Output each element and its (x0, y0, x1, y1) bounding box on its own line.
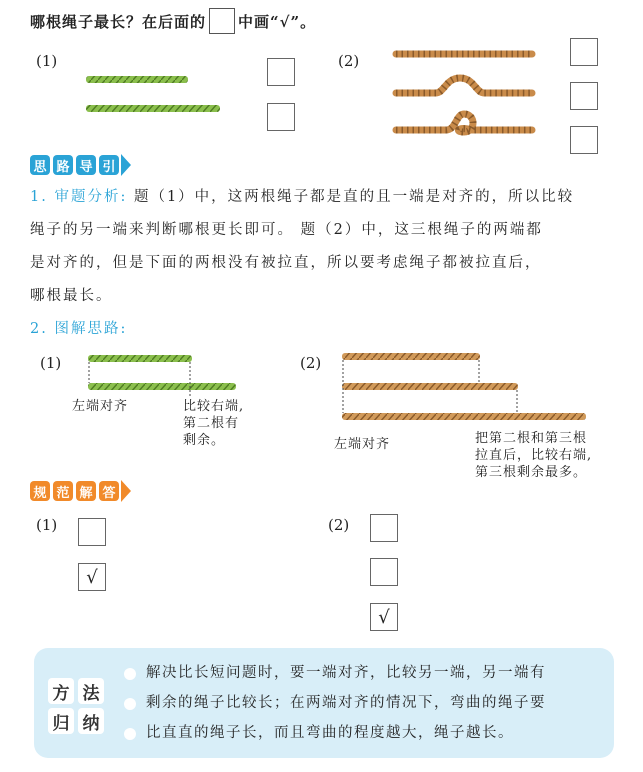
diagram1-ropes (82, 352, 242, 396)
method-char: 方 (48, 678, 74, 704)
section-answer-tag (30, 480, 131, 502)
green-rope-short (88, 355, 192, 362)
tag-char: 答 (99, 481, 119, 501)
answer-box-2-2[interactable] (570, 82, 598, 110)
answer1-label: (1) (36, 516, 58, 534)
part2-ropes (392, 40, 537, 150)
tag-char: 思 (30, 155, 50, 175)
method-char: 法 (78, 678, 104, 704)
tag-char: 范 (53, 481, 73, 501)
diagram1-note (183, 398, 244, 449)
brown-rope-2 (342, 383, 518, 390)
note-line: 剩余。 (183, 433, 226, 448)
answer-box-1-2[interactable] (267, 103, 295, 131)
question-text-after: 中画“√”。 (238, 12, 317, 31)
part1-ropes (84, 72, 224, 116)
note-line: 把第二根和第三根 (475, 431, 588, 446)
answer2-label: (2) (328, 516, 350, 534)
question (30, 8, 316, 34)
tag-char: 解 (76, 481, 96, 501)
question-text-before: 哪根绳子最长？在后面的 (30, 12, 207, 31)
diagram2-ropes (338, 350, 590, 434)
part2-label: (2) (338, 52, 360, 70)
note-line: 拉直后，比较右端, (475, 448, 593, 463)
green-rope-long (86, 105, 220, 112)
method-char: 纳 (78, 708, 104, 734)
analysis-line: 题（1）中，这两根绳子都是直的且一端是对齐的，所以比较 (133, 189, 575, 205)
method-line: 比直直的绳子长，而且弯曲的程度越大，绳子越长。 (146, 725, 514, 741)
diagram2-label: (2) (300, 354, 322, 372)
method-line: 剩余的绳子比较长；在两端对齐的情况下，弯曲的绳子要 (146, 695, 546, 711)
bullet-decoration (116, 662, 142, 752)
method-char: 归 (48, 708, 74, 734)
green-rope-short (86, 76, 188, 83)
method-line: 解决比长短问题时，要一端对齐，比较另一端，另一端有 (146, 665, 546, 681)
method-title (48, 678, 104, 734)
green-rope-long (88, 383, 236, 390)
answer-box-1-1[interactable] (267, 58, 295, 86)
tag-char: 规 (30, 481, 50, 501)
answer-box-2-3[interactable] (570, 126, 598, 154)
answer-box-2-1[interactable] (570, 38, 598, 66)
part1-label: (1) (36, 52, 58, 70)
tag-char: 导 (76, 155, 96, 175)
diagram1-label: (1) (40, 354, 62, 372)
analysis-lead: 1. 审题分析: (30, 189, 128, 205)
diagram-lead: 2. 图解思路: (30, 321, 128, 337)
answer-box-1-1[interactable] (78, 518, 106, 546)
tag-char: 路 (53, 155, 73, 175)
analysis-paragraph (30, 181, 615, 313)
answer-box-1-2[interactable]: √ (78, 563, 106, 591)
section-think-tag (30, 154, 131, 176)
answer-box-2-1[interactable] (370, 514, 398, 542)
brown-rope-hump (396, 78, 532, 93)
tag-char: 引 (99, 155, 119, 175)
inline-answer-box (209, 8, 235, 34)
note-line: 比较右端, (183, 399, 245, 414)
analysis-line: 绳子的另一端来判断哪根更长即可。 题（2）中，这三根绳子的两端都 (30, 222, 543, 238)
left-align-label-1: 左端对齐 (72, 399, 129, 414)
method-text (146, 658, 616, 748)
note-line: 第三根剩余最多。 (475, 465, 588, 480)
answer-box-2-2[interactable] (370, 558, 398, 586)
analysis-line: 哪根最长。 (30, 288, 113, 304)
note-line: 第二根有 (183, 416, 240, 431)
brown-rope-1 (342, 353, 480, 360)
diagram2-note (475, 430, 592, 481)
analysis-line: 是对齐的，但是下面的两根没有被拉直，所以要考虑绳子都被拉直后， (30, 255, 542, 271)
brown-rope-3 (342, 413, 586, 420)
answer-box-2-3[interactable]: √ (370, 603, 398, 631)
left-align-label-2: 左端对齐 (334, 437, 391, 452)
